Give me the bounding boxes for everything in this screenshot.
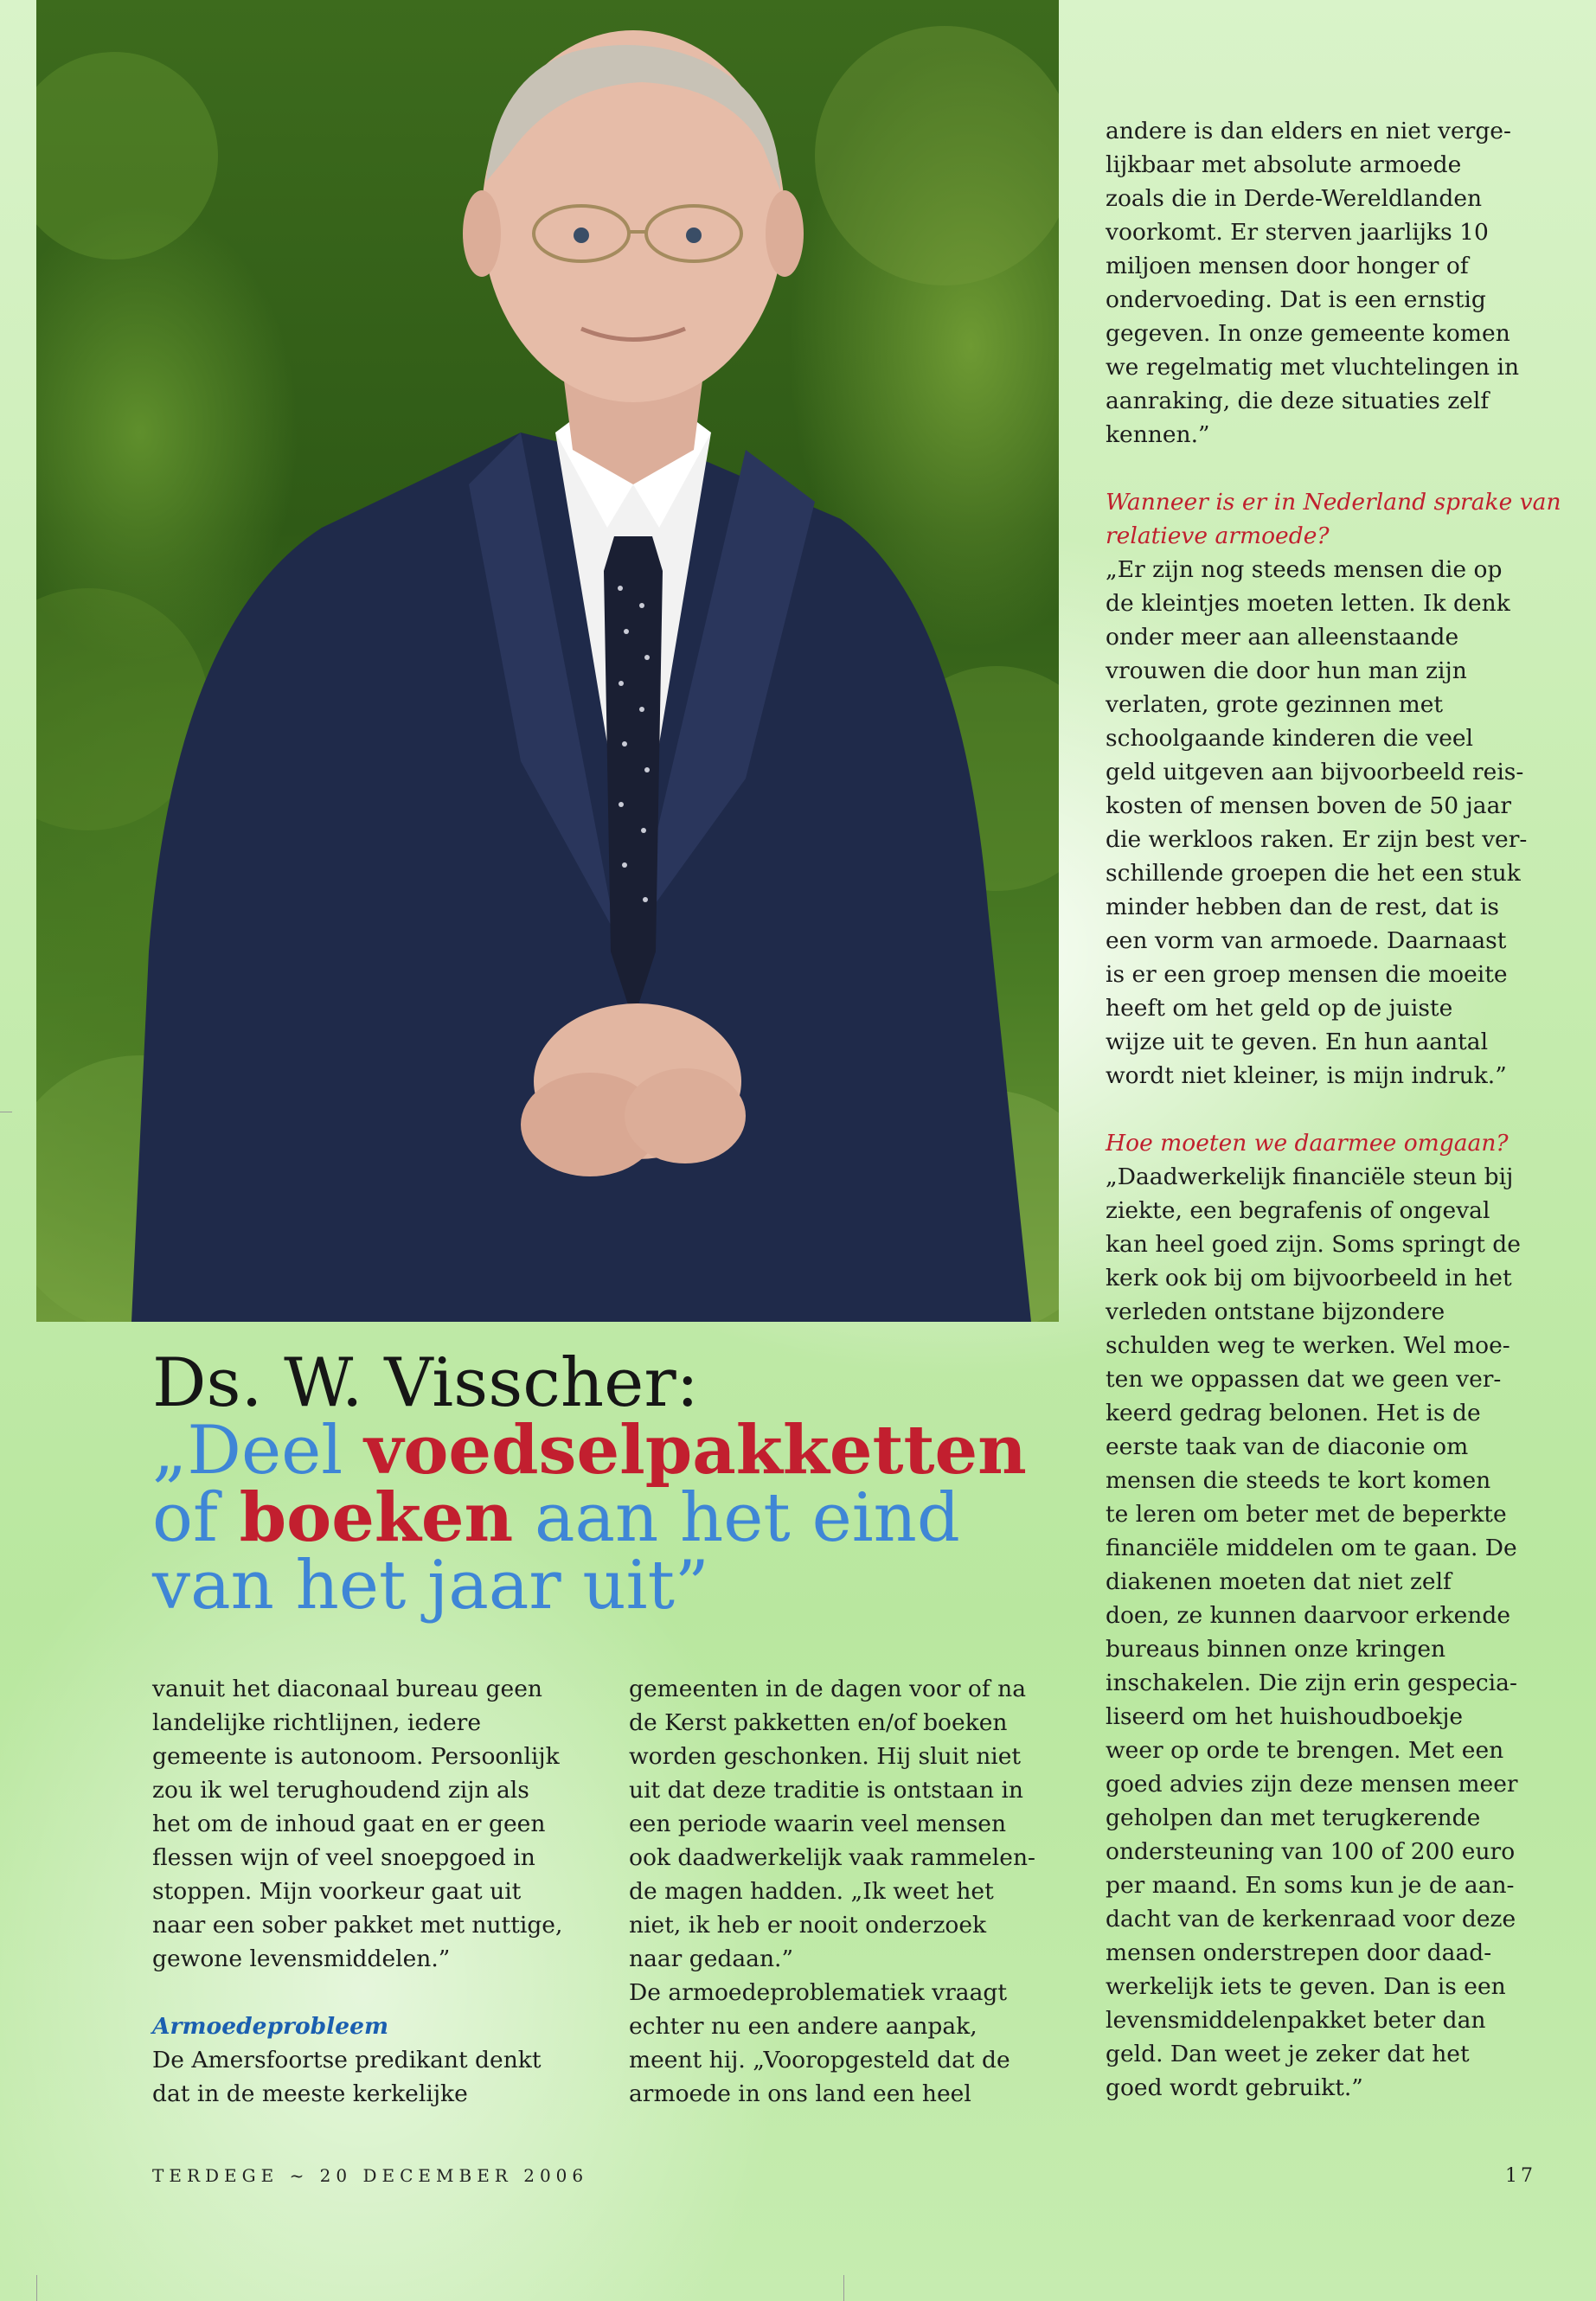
headline-line-3 — [152, 1478, 1069, 1557]
text-line: het om de inhoud gaat en er geen — [152, 1811, 546, 1837]
text-line: goed wordt gebruikt.” — [1106, 2074, 1363, 2101]
text-line: niet, ik heb er nooit onderzoek — [629, 1912, 987, 1939]
text-line: uit dat deze traditie is ontstaan in — [629, 1777, 1023, 1804]
headline-text: of — [152, 1479, 240, 1557]
headline-emphasis: boeken — [239, 1478, 514, 1557]
text-line: geld. Dan weet je zeker dat het — [1106, 2041, 1470, 2067]
text-line: miljoen mensen door honger of — [1106, 253, 1469, 279]
text-line: lijkbaar met absolute armoede — [1106, 151, 1462, 178]
page-number: 17 — [1505, 2165, 1536, 2187]
text-line: verlaten, grote gezinnen met — [1106, 691, 1444, 718]
text-line: diakenen moeten dat niet zelf — [1106, 1568, 1452, 1595]
text-line: „Er zijn nog steeds mensen die op — [1106, 556, 1503, 583]
text-line: voorkomt. Er sterven jaarlijks 10 — [1106, 219, 1489, 246]
paragraph-gap — [152, 1976, 602, 2009]
text-line: ondersteuning van 100 of 200 euro — [1106, 1838, 1516, 1865]
text-line: kosten of mensen boven de 50 jaar — [1106, 792, 1512, 819]
text-line: Wanneer is er in Nederland sprake van — [1106, 489, 1561, 516]
text-line: worden geschonken. Hij sluit niet — [629, 1743, 1022, 1770]
crop-mark — [843, 2275, 844, 2301]
text-line: wijze uit te geven. En hun aantal — [1106, 1029, 1489, 1055]
text-line: bureaus binnen onze kringen — [1106, 1636, 1446, 1663]
article-headline — [152, 1344, 1069, 1625]
text-line: een vorm van armoede. Daarnaast — [1106, 927, 1507, 954]
text-line: de magen hadden. „Ik weet het — [629, 1878, 994, 1905]
text-line: te leren om beter met de beperkte — [1106, 1501, 1507, 1528]
text-line: landelijke richtlijnen, iedere — [152, 1709, 482, 1736]
text-line: doen, ze kunnen daarvoor erkende — [1106, 1602, 1511, 1629]
text-line: per maand. En soms kun je de aan- — [1106, 1872, 1515, 1899]
text-line: gegeven. In onze gemeente komen — [1106, 320, 1510, 347]
text-line: kerk ook bij om bijvoorbeeld in het — [1106, 1265, 1512, 1292]
text-line: De armoedeproblematiek vraagt — [629, 1979, 1008, 2006]
text-line: we regelmatig met vluchtelingen in — [1106, 354, 1520, 381]
text-line: levensmiddelenpakket beter dan — [1106, 2007, 1486, 2034]
text-line: De Amersfoortse predikant denkt — [152, 2047, 542, 2073]
text-line: mensen die steeds te kort komen — [1106, 1467, 1491, 1494]
text-line: keerd gedrag belonen. Het is de — [1106, 1400, 1481, 1426]
text-line: de kleintjes moeten letten. Ik denk — [1106, 590, 1510, 617]
section-subheading: Armoedeprobleem — [152, 2013, 389, 2040]
text-line: gemeente is autonoom. Persoonlijk — [152, 1743, 560, 1770]
text-line: minder hebben dan de rest, dat is — [1106, 894, 1499, 920]
text-line: ook daadwerkelijk vaak rammelen- — [629, 1844, 1035, 1871]
text-line: inschakelen. Die zijn erin gespecia- — [1106, 1670, 1517, 1696]
text-line: naar een sober pakket met nuttige, — [152, 1912, 563, 1939]
text-line: andere is dan elders en niet verge- — [1106, 118, 1511, 144]
text-line: zou ik wel terughoudend zijn als — [152, 1777, 529, 1804]
text-line: schulden weg te werken. Wel moe- — [1106, 1332, 1510, 1359]
text-line: geld uitgeven aan bijvoorbeeld reis- — [1106, 759, 1524, 785]
text-line: schoolgaande kinderen die veel — [1106, 725, 1474, 752]
text-line: schillende groepen die het een stuk — [1106, 860, 1521, 887]
text-line: ondervoeding. Dat is een ernstig — [1106, 286, 1486, 313]
text-line: „Daadwerkelijk financiële steun bij — [1106, 1163, 1514, 1190]
text-line: flessen wijn of veel snoepgoed in — [152, 1844, 535, 1871]
text-line: onder meer aan alleenstaande — [1106, 624, 1459, 651]
text-line: dacht van de kerkenraad voor deze — [1106, 1906, 1516, 1932]
text-line: aanraking, die deze situaties zelf — [1106, 388, 1490, 414]
text-line: zoals die in Derde-Wereldlanden — [1106, 185, 1483, 212]
headline-emphasis: voedselpakketten — [364, 1411, 1027, 1490]
text-line: gewone levensmiddelen.” — [152, 1945, 451, 1972]
headline-line-2 — [152, 1411, 1069, 1490]
footer-publication: TERDEGE ~ 20 DECEMBER 2006 — [152, 2165, 589, 2186]
text-line: ziekte, een begrafenis of ongeval — [1106, 1197, 1490, 1224]
text-line: weer op orde te brengen. Met een — [1106, 1737, 1504, 1764]
text-line: is er een groep mensen die moeite — [1106, 961, 1508, 988]
crop-mark — [36, 2275, 37, 2301]
text-line: kan heel goed zijn. Soms springt de — [1106, 1231, 1521, 1258]
interview-question: Hoe moeten we daarmee omgaan? — [1106, 1130, 1509, 1157]
text-line: werkelijk iets te geven. Dan is een — [1106, 1973, 1506, 2000]
portrait-photo — [36, 0, 1059, 1322]
text-line: relatieve armoede? — [1106, 522, 1330, 549]
text-column-3 — [1106, 114, 1573, 2105]
text-line: heeft om het geld op de juiste — [1106, 995, 1453, 1022]
text-line: verleden ontstane bijzondere — [1106, 1298, 1445, 1325]
headline-text: aan het eind — [513, 1479, 960, 1557]
text-line: meent hij. „Vooropgesteld dat de — [629, 2047, 1010, 2073]
text-column-2 — [629, 1672, 1079, 2111]
paragraph-gap — [1106, 1093, 1573, 1126]
text-line: goed advies zijn deze mensen meer — [1106, 1771, 1518, 1798]
headline-line-4: van het jaar uit” — [152, 1547, 709, 1625]
headline-text: „Deel — [152, 1412, 365, 1490]
headline-line-1: Ds. W. Visscher: — [152, 1344, 699, 1422]
text-line: ten we oppassen dat we geen ver- — [1106, 1366, 1502, 1393]
text-line: eerste taak van de diaconie om — [1106, 1433, 1469, 1460]
text-line: gemeenten in de dagen voor of na — [629, 1676, 1026, 1702]
text-line: een periode waarin veel mensen — [629, 1811, 1007, 1837]
text-line: stoppen. Mijn voorkeur gaat uit — [152, 1878, 522, 1905]
paragraph-gap — [1106, 452, 1573, 485]
text-line: liseerd om het huishoudboekje — [1106, 1703, 1464, 1730]
text-line: die werkloos raken. Er zijn best ver- — [1106, 826, 1528, 853]
text-line: vanuit het diaconaal bureau geen — [152, 1676, 542, 1702]
text-line: mensen onderstrepen door daad- — [1106, 1939, 1492, 1966]
text-column-1 — [152, 1672, 602, 2111]
text-line: geholpen dan met terugkerende — [1106, 1804, 1481, 1831]
text-line: naar gedaan.” — [629, 1945, 794, 1972]
text-line: dat in de meeste kerkelijke — [152, 2080, 468, 2107]
text-line: echter nu een andere aanpak, — [629, 2013, 977, 2040]
text-line: financiële middelen om te gaan. De — [1106, 1535, 1517, 1561]
text-line: armoede in ons land een heel — [629, 2080, 971, 2107]
text-line: kennen.” — [1106, 421, 1210, 448]
text-line: vrouwen die door hun man zijn — [1106, 657, 1467, 684]
text-line: wordt niet kleiner, is mijn indruk.” — [1106, 1062, 1507, 1089]
text-line: de Kerst pakketten en/of boeken — [629, 1709, 1008, 1736]
